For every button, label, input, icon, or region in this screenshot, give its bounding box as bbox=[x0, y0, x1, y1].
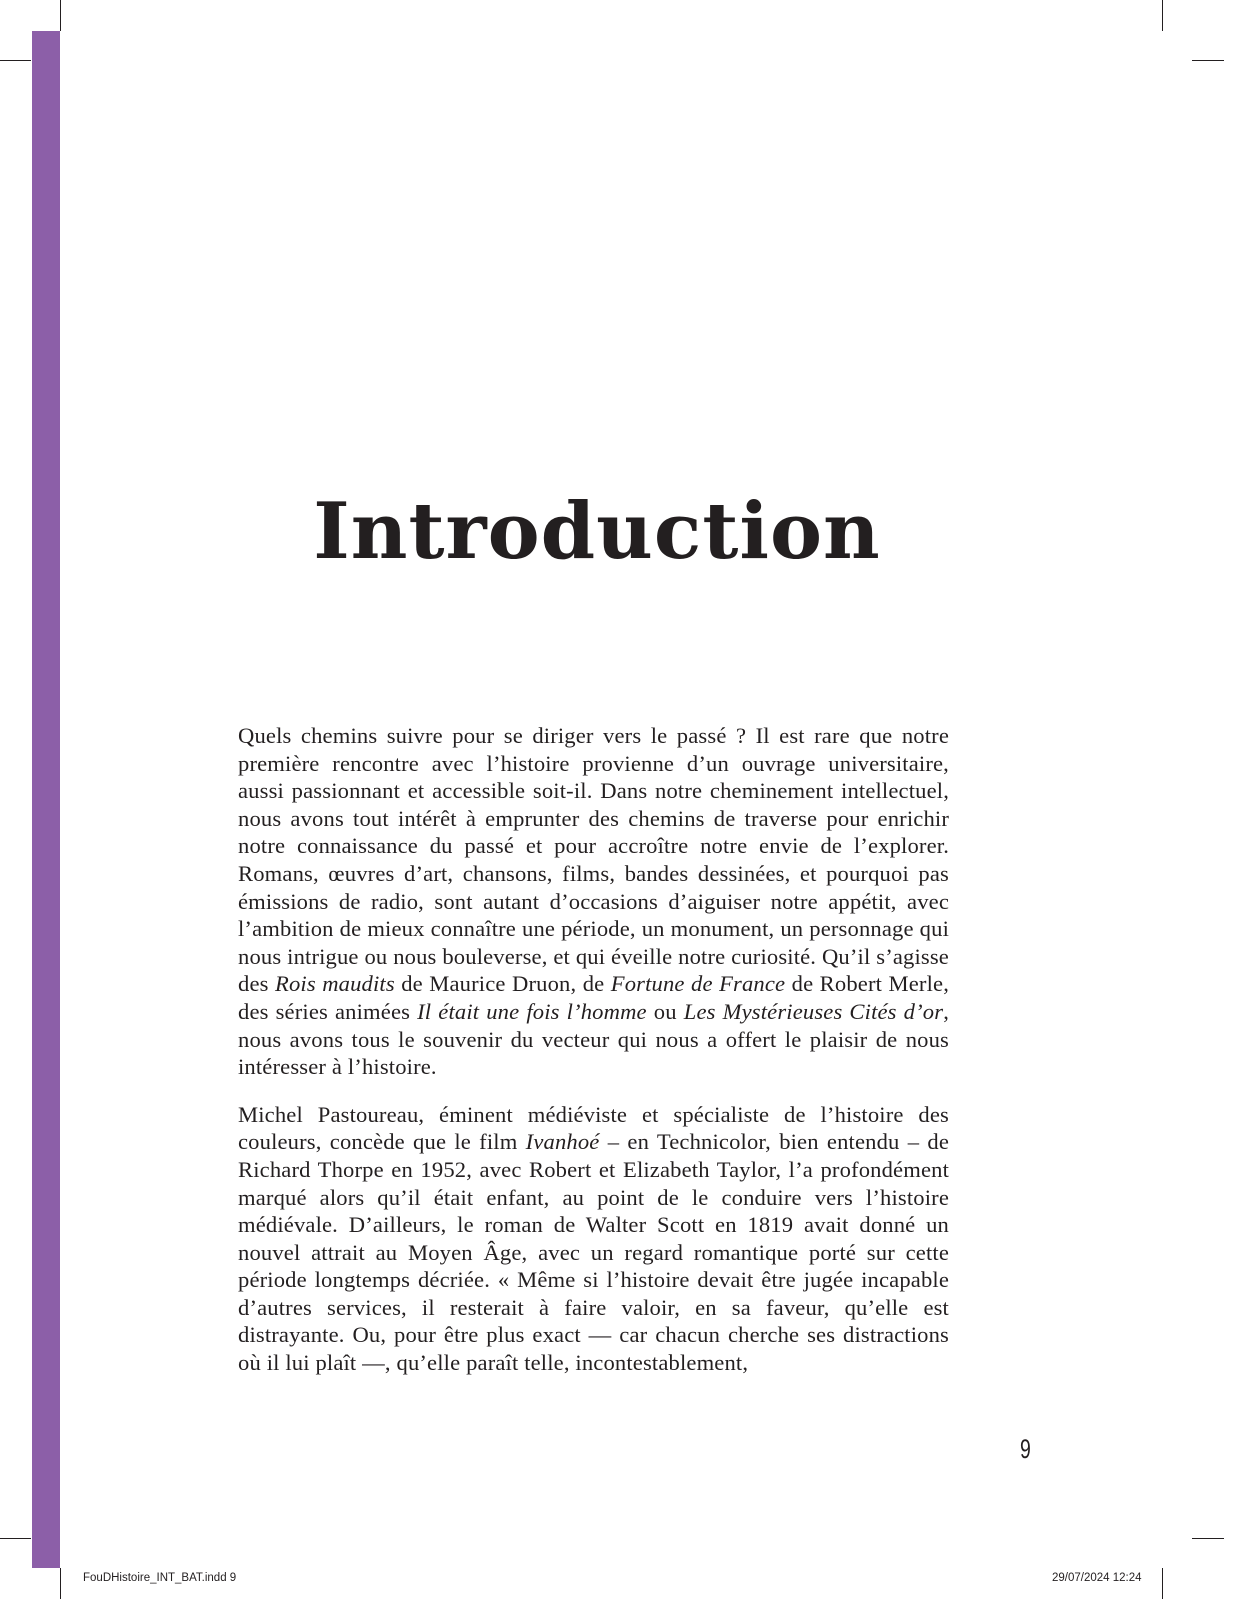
text-run: – en Technicolor, bien entendu – de Richard Thorpe en 1952, avec Robert et Elizabeth Taylor, l’a profondément marqué alors qu’il était enfant, au point de le conduire vers l’histoire médiévale. D’ailleurs, le roman de Walter Scott en 1819 avait donné un nouvel attrait au Moyen Âge, avec un regard romantique porté sur cette période longtemps décriée. « Même si l’histoire devait être jugée incapable d’autres services, il resterait à faire valoir, en sa faveur, qu’elle est distrayante. Ou, pour être plus exact — car chacun cherche ses distractions où il lui plaît —, qu’elle paraît telle, incontestablement, bbox=[238, 1129, 950, 1376]
slug-file-name: FouDHistoire_INT_BAT.indd 9 bbox=[83, 1572, 237, 1584]
italic-title: Rois maudits bbox=[275, 971, 395, 997]
paragraph-1 bbox=[238, 722, 949, 1081]
text-run: de Robert Merle, des séries animées bbox=[238, 971, 949, 1024]
crop-mark-top-right bbox=[1162, 0, 1163, 31]
crop-mark-bottom-right bbox=[1162, 1568, 1163, 1599]
italic-title: Il était une fois l’homme bbox=[417, 998, 647, 1024]
purple-margin-bar bbox=[32, 31, 60, 1568]
text-run: Quels chemins suivre pour se diriger vers le passé ? Il est rare que notre première rencontre avec l’histoire provienne d’un ouvrage universitaire, aussi passionnant et accessible soit-il. Dans notre cheminement intellectuel, nous avons tout intérêt à emprunter des chemins de traverse pour enrichir notre connaissance du passé et pour accroître notre envie de l’explorer. Romans, œuvres d’art, chansons, films, bandes dessinées, et pourquoi pas émissions de radio, sont autant d’occasions d’aiguiser notre appétit, avec l’ambition de mieux connaître une période, un monument, un personnage qui nous intrigue ou nous bouleverse, et qui éveille notre curiosité. Qu’il s’agisse des bbox=[238, 723, 949, 997]
italic-title: Ivanhoé bbox=[525, 1129, 600, 1155]
text-run: de Maurice Druon, de bbox=[394, 971, 611, 997]
text-run: , nous avons tous le souvenir du vecteur qui nous a offert le plaisir de nous intéresser à l’histoire. bbox=[238, 998, 949, 1080]
text-run: ou bbox=[646, 998, 684, 1024]
crop-mark-top-left bbox=[60, 0, 61, 31]
crop-mark-left-top bbox=[0, 60, 31, 61]
paragraph-2 bbox=[238, 1101, 949, 1377]
body-text bbox=[238, 722, 949, 1397]
crop-mark-left-bottom bbox=[0, 1538, 31, 1539]
italic-title: Les Mystérieuses Cités d’or bbox=[683, 998, 944, 1024]
crop-mark-right-bottom bbox=[1192, 1538, 1224, 1539]
italic-title: Fortune de France bbox=[610, 971, 786, 997]
crop-mark-right-top bbox=[1192, 60, 1224, 61]
page-number: 9 bbox=[1020, 1434, 1031, 1464]
slug-date-time: 29/07/2024 12:24 bbox=[1052, 1572, 1142, 1584]
chapter-title: Introduction bbox=[313, 486, 881, 577]
text-run: Michel Pastoureau, éminent médiéviste et spécialiste de l’histoire des couleurs, concède que le film bbox=[238, 1101, 949, 1155]
crop-mark-bottom-left bbox=[60, 1568, 61, 1599]
